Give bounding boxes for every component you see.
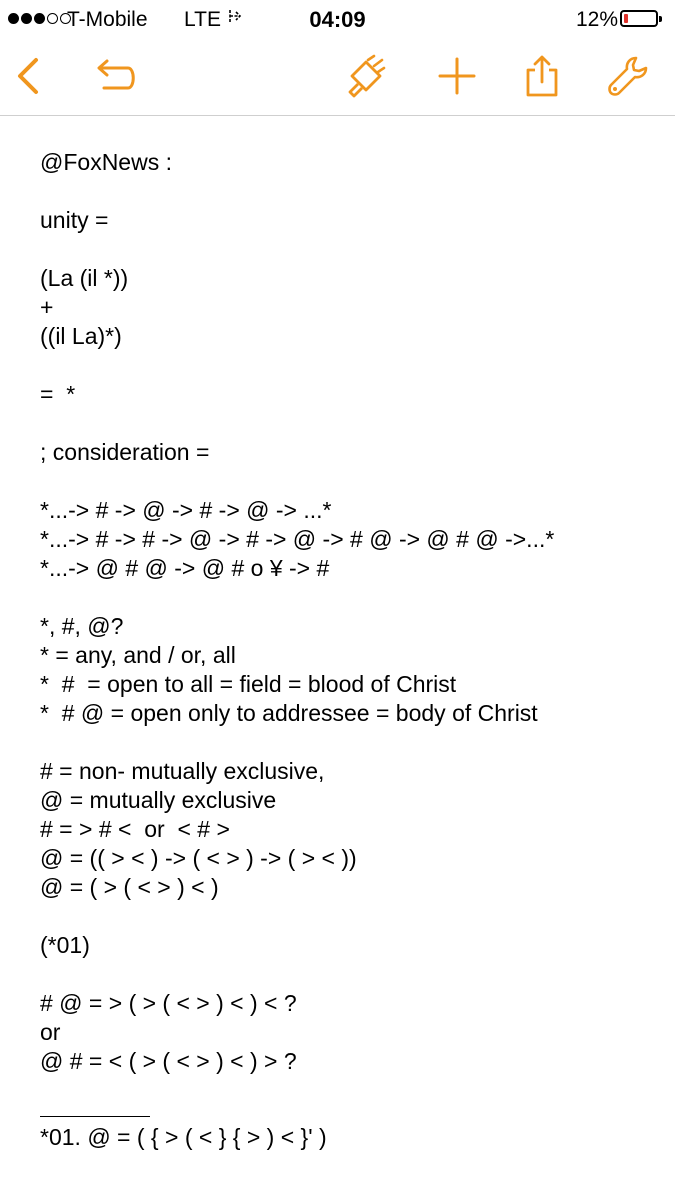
document-line: unity =: [40, 207, 109, 233]
document-line: [40, 177, 650, 206]
battery-percentage: 12%: [576, 8, 619, 31]
document-line: @FoxNews :: [40, 149, 172, 175]
back-icon: [10, 56, 46, 96]
format-button[interactable]: [342, 52, 390, 100]
document-line: [40, 235, 650, 264]
status-bar: [0, 0, 675, 38]
document-line: [40, 728, 650, 757]
undo-button[interactable]: [92, 52, 140, 100]
battery-icon: [620, 10, 658, 27]
document-line: ; consideration =: [40, 439, 210, 465]
share-icon: [524, 54, 560, 98]
document-line: @ = ( > ( < > ) < ): [40, 874, 219, 900]
carrier-name: T-Mobile: [67, 8, 148, 31]
add-icon: [437, 56, 477, 96]
document-line: # = > # < or < # >: [40, 816, 230, 842]
battery-nub: [659, 16, 662, 22]
document-line: *...-> # -> # -> @ -> # -> @ -> # @ -> @ # @ ->...*: [40, 526, 555, 552]
footnote: *01. @ = ( { > ( < } { > ) < }' ): [40, 1124, 327, 1150]
footnote-separator: [40, 1116, 150, 1117]
add-button[interactable]: [433, 52, 481, 100]
document-line: @ # = < ( > ( < > ) < ) > ?: [40, 1048, 297, 1074]
document-line: *...-> # -> @ -> # -> @ -> ...*: [40, 497, 332, 523]
network-type: LTE: [184, 8, 221, 31]
document-line: ((il La)*): [40, 323, 122, 349]
tools-icon: [606, 54, 650, 98]
document-line: * # @ = open only to addressee = body of Christ: [40, 700, 538, 726]
document-line: [40, 409, 650, 438]
back-button[interactable]: [4, 52, 52, 100]
document-line: @ = mutually exclusive: [40, 787, 277, 813]
battery-level: [624, 14, 628, 23]
document-line: +: [40, 294, 54, 320]
document-line: [40, 467, 650, 496]
document-line: or: [40, 1019, 61, 1045]
document-line: # @ = > ( > ( < > ) < ) < ?: [40, 990, 297, 1016]
tools-button[interactable]: [604, 52, 652, 100]
document-line: (La (il *)): [40, 265, 129, 291]
clock: 04:09: [309, 7, 366, 32]
undo-icon: [94, 56, 138, 96]
document-line: (*01): [40, 932, 90, 958]
document-line: *, #, @?: [40, 613, 124, 639]
document-line: [40, 351, 650, 380]
document-line: [40, 960, 650, 989]
document-line: [40, 583, 650, 612]
toolbar: [0, 38, 675, 116]
document-line: * # = open to all = field = blood of Christ: [40, 671, 457, 697]
document-line: @ = (( > < ) -> ( < > ) -> ( > < )): [40, 845, 357, 871]
document-line: = *: [40, 381, 76, 407]
document-line: *...-> @ # @ -> @ # o ¥ -> #: [40, 555, 330, 581]
format-brush-icon: [344, 54, 388, 98]
document-line: [40, 902, 650, 931]
document-line: [40, 1076, 650, 1105]
document-body[interactable]: [40, 148, 650, 1152]
document-line: # = non- mutually exclusive,: [40, 758, 325, 784]
share-button[interactable]: [518, 52, 566, 100]
document-line: * = any, and / or, all: [40, 642, 236, 668]
